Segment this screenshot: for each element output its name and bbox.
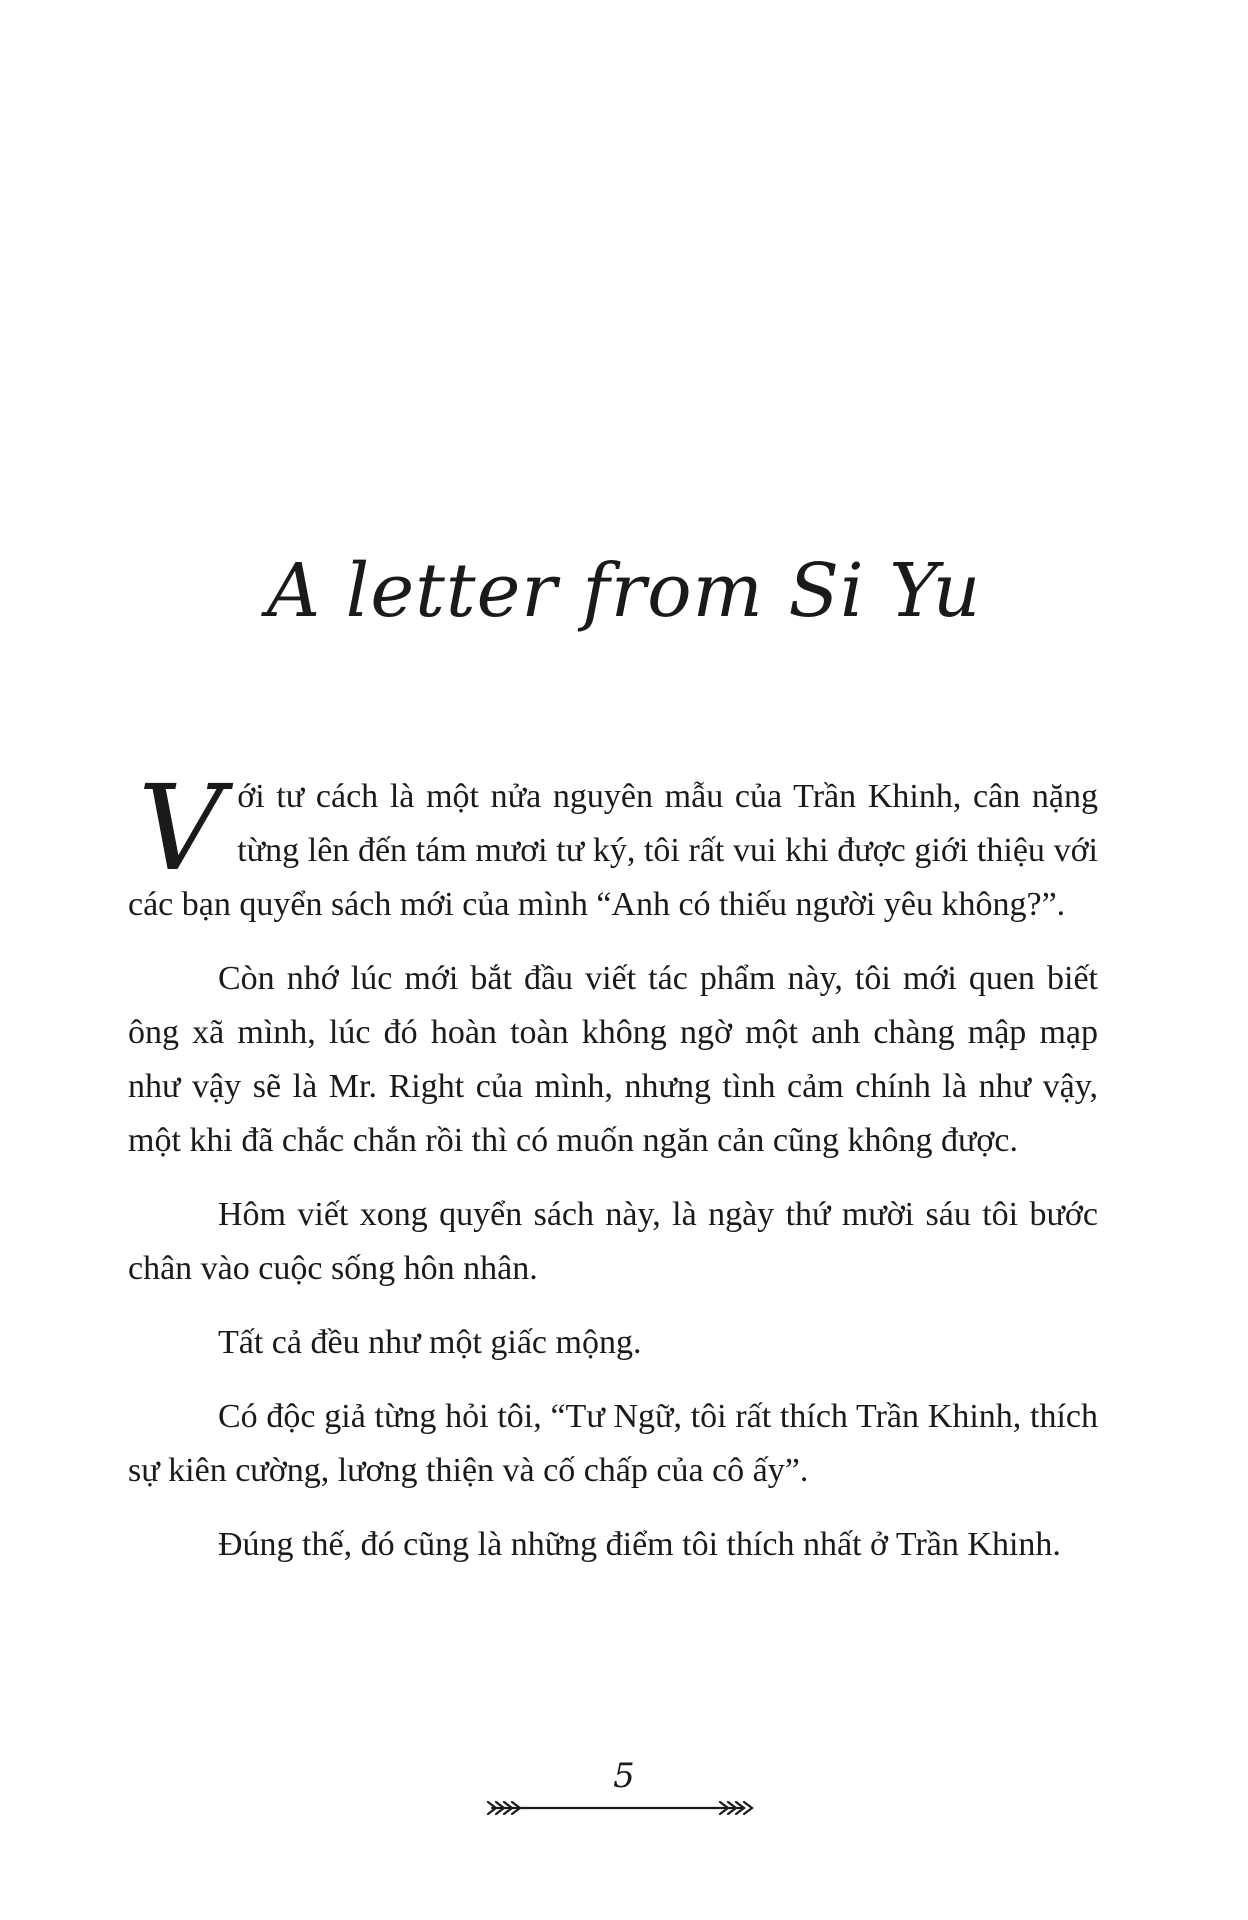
- paragraph-3: Hôm viết xong quyển sách này, là ngày thứ mười sáu tôi bước chân vào cuộc sống hôn nhân.: [128, 1196, 1098, 1287]
- paragraph-6: Đúng thế, đó cũng là những điểm tôi thích nhất ở Trần Khinh.: [218, 1526, 1061, 1563]
- arrow-divider-icon: [484, 1796, 764, 1820]
- drop-cap: V: [138, 759, 224, 897]
- page-footer: [0, 1756, 1248, 1826]
- paragraph-4: Tất cả đều như một giấc mộng.: [218, 1324, 642, 1361]
- page-title: A letter from Si Yu: [266, 548, 982, 634]
- paragraph-1-text: ới tư cách là một nửa nguyên mẫu của Trần Khinh, cân nặng từng lên đến tám mươi tư ký, tôi rất vui khi được giới thiệu với các bạn quyển sách mới của mình “Anh có thiếu người yêu không?”.: [128, 778, 1098, 923]
- paragraph-5: Có độc giả từng hỏi tôi, “Tư Ngữ, tôi rất thích Trần Khinh, thích sự kiên cường, lương thiện và cố chấp của cô ấy”.: [128, 1398, 1098, 1489]
- paragraph-1: [128, 759, 1098, 932]
- page-number: 5: [613, 1756, 635, 1796]
- letter-body: [128, 759, 1098, 1592]
- paragraph-2: Còn nhớ lúc mới bắt đầu viết tác phẩm này, tôi mới quen biết ông xã mình, lúc đó hoàn toàn không ngờ một anh chàng mập mạp như vậy sẽ là Mr. Right của mình, nhưng tình cảm chính là như vậy, một khi đã chắc chắn rồi thì có muốn ngăn cản cũng không được.: [128, 960, 1098, 1159]
